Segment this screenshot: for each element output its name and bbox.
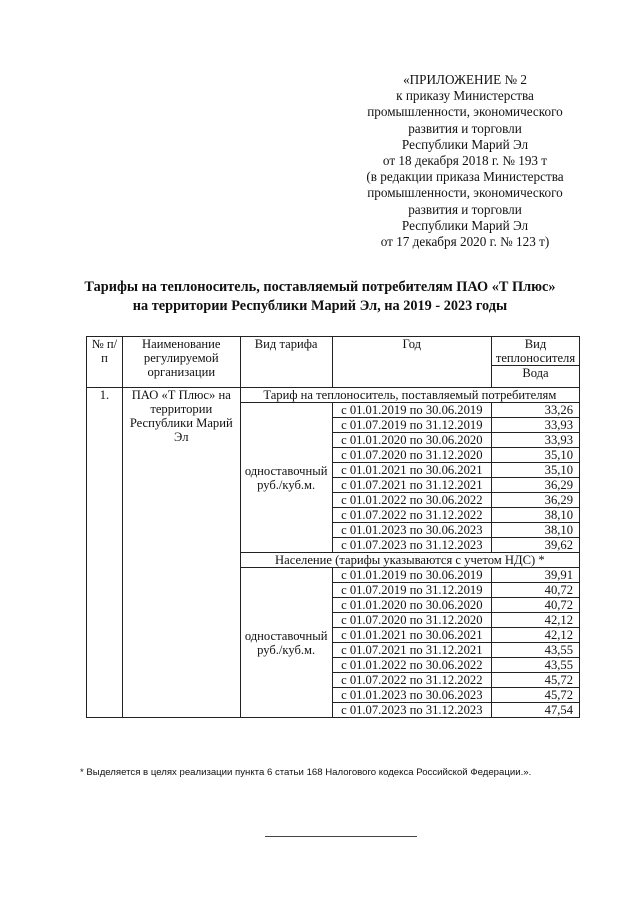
- period-cell: с 01.01.2020 по 30.06.2020: [332, 433, 491, 448]
- tariff-value-cell: 43,55: [491, 658, 579, 673]
- tariff-value-cell: 39,91: [491, 568, 579, 583]
- header-line: Республики Марий Эл: [401, 217, 529, 233]
- period-cell: с 01.01.2021 по 30.06.2021: [332, 628, 491, 643]
- footnote: * Выделяется в целях реализации пункта 6 статьи 168 Налогового кодекса Российской Федерации.».: [80, 767, 532, 778]
- table-header-row: [87, 337, 580, 366]
- tariff-value-cell: 39,62: [491, 538, 579, 553]
- section-title: Население (тарифы указываются с учетом НДС) *: [240, 553, 579, 568]
- tariff-type: одноставочный руб./куб.м.: [240, 403, 332, 553]
- tariff-value-cell: 35,10: [491, 463, 579, 478]
- tariff-value-cell: 38,10: [491, 508, 579, 523]
- period-cell: с 01.01.2023 по 30.06.2023: [332, 523, 491, 538]
- period-cell: с 01.07.2023 по 31.12.2023: [332, 703, 491, 718]
- header-line: к приказу Министерства: [396, 88, 534, 104]
- tariff-value-cell: 45,72: [491, 673, 579, 688]
- document-header: [360, 72, 570, 250]
- header-tariff-type: Вид тарифа: [240, 337, 332, 388]
- tariff-value-cell: 40,72: [491, 583, 579, 598]
- header-line: промышленности, экономического: [367, 104, 563, 120]
- tariff-value-cell: 35,10: [491, 448, 579, 463]
- tariff-value-cell: 45,72: [491, 688, 579, 703]
- tariff-value-cell: 36,29: [491, 478, 579, 493]
- header-line: от 18 декабря 2018 г. № 193 т: [382, 153, 548, 169]
- tariff-value-cell: 33,93: [491, 433, 579, 448]
- tariff-value-cell: 38,10: [491, 523, 579, 538]
- tariff-value-cell: 33,93: [491, 418, 579, 433]
- tariff-table-body: [87, 337, 580, 718]
- period-cell: с 01.07.2022 по 31.12.2022: [332, 508, 491, 523]
- header-line: Республики Марий Эл: [401, 136, 529, 152]
- period-cell: с 01.01.2021 по 30.06.2021: [332, 463, 491, 478]
- period-cell: с 01.07.2021 по 31.12.2021: [332, 478, 491, 493]
- period-cell: с 01.01.2023 по 30.06.2023: [332, 688, 491, 703]
- title-line-2: на территории Республики Марий Эл, на 2019 - 2023 годы: [132, 298, 508, 314]
- header-line: «ПРИЛОЖЕНИЕ № 2: [403, 72, 527, 87]
- header-line: развития и торговли: [408, 201, 522, 217]
- period-cell: с 01.07.2022 по 31.12.2022: [332, 673, 491, 688]
- header-line: (в редакции приказа Министерства: [366, 169, 564, 185]
- period-cell: с 01.07.2019 по 31.12.2019: [332, 418, 491, 433]
- header-line: промышленности, экономического: [367, 185, 563, 201]
- period-cell: с 01.01.2022 по 30.06.2022: [332, 658, 491, 673]
- tariff-value-cell: 42,12: [491, 628, 579, 643]
- period-cell: с 01.07.2020 по 31.12.2020: [332, 613, 491, 628]
- organization-name: ПАО «Т Плюс» на территории Республики Марий Эл: [122, 388, 240, 718]
- header-line: от 17 декабря 2020 г. № 123 т): [380, 234, 550, 250]
- header-org: Наименование регулируемой организации: [122, 337, 240, 388]
- period-cell: с 01.01.2019 по 30.06.2019: [332, 403, 491, 418]
- section-title: Тариф на теплоноситель, поставляемый потребителям: [240, 388, 579, 403]
- footer-rule: [265, 836, 417, 837]
- tariff-value-cell: 33,26: [491, 403, 579, 418]
- tariff-type: одноставочный руб./куб.м.: [240, 568, 332, 718]
- document-title: [0, 278, 640, 316]
- period-cell: с 01.07.2023 по 31.12.2023: [332, 538, 491, 553]
- section-title-row: [87, 388, 580, 403]
- period-cell: с 01.01.2022 по 30.06.2022: [332, 493, 491, 508]
- period-cell: с 01.07.2020 по 31.12.2020: [332, 448, 491, 463]
- tariff-value-cell: 43,55: [491, 643, 579, 658]
- header-carrier: Вид теплоносителя: [491, 337, 579, 366]
- period-cell: с 01.07.2021 по 31.12.2021: [332, 643, 491, 658]
- title-line-1: Тарифы на теплоноситель, поставляемый потребителям ПАО «Т Плюс»: [84, 279, 556, 295]
- header-num: № п/п: [87, 337, 123, 388]
- period-cell: с 01.01.2019 по 30.06.2019: [332, 568, 491, 583]
- header-water: Вода: [491, 366, 579, 388]
- tariff-value-cell: 47,54: [491, 703, 579, 718]
- tariff-table: [86, 336, 580, 718]
- row-number: 1.: [87, 388, 123, 718]
- tariff-value-cell: 40,72: [491, 598, 579, 613]
- tariff-value-cell: 42,12: [491, 613, 579, 628]
- header-year: Год: [332, 337, 491, 388]
- tariff-value-cell: 36,29: [491, 493, 579, 508]
- period-cell: с 01.01.2020 по 30.06.2020: [332, 598, 491, 613]
- header-line: развития и торговли: [408, 120, 522, 136]
- period-cell: с 01.07.2019 по 31.12.2019: [332, 583, 491, 598]
